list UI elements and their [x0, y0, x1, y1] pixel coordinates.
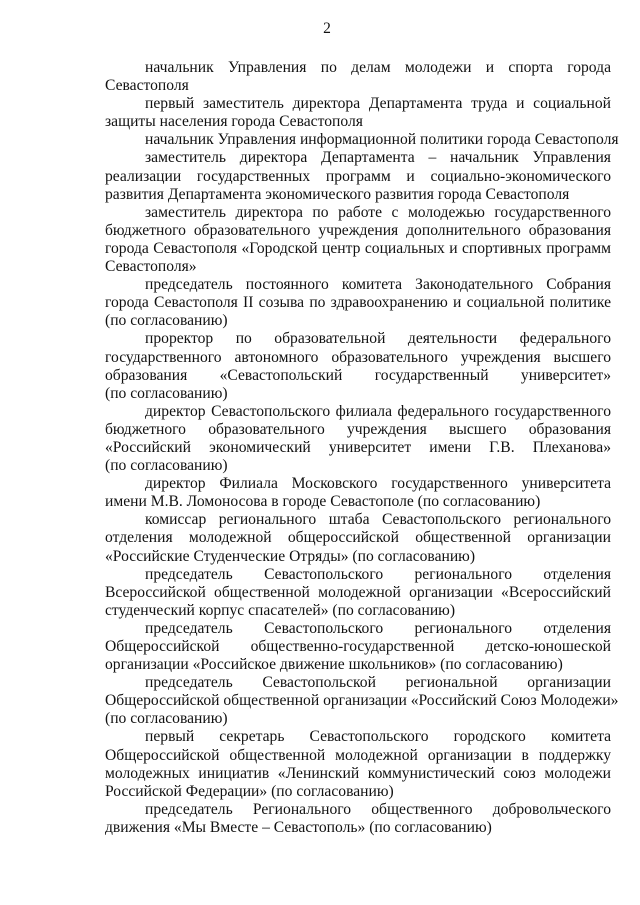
- member-entry: [105, 566, 611, 620]
- member-entry: [105, 131, 619, 149]
- text-line: реализации государственных программ и социально-экономического: [105, 167, 611, 185]
- text-line: заместитель директора Департамента – начальник Управления: [145, 149, 611, 167]
- text-line: имени М.В. Ломоносова в городе Севастополе (по согласованию): [105, 493, 541, 511]
- text-line: студенческий корпус спасателей» (по согласованию): [105, 601, 456, 619]
- text-line: председатель постоянного комитета Законодательного Собрания: [145, 276, 611, 294]
- text-line: начальник Управления по делам молодежи и спорта города: [145, 59, 611, 76]
- text-line: Общероссийской общественной молодежной организации в поддержку: [105, 746, 611, 764]
- text-line: города Севастополя II созыва по здравоохранению и социальной политике: [105, 294, 611, 312]
- member-entry: [105, 59, 611, 95]
- text-line: директор Филиала Московского государственного университета: [145, 475, 611, 493]
- text-line: развития Департамента экономического развития города Севастополя: [105, 185, 570, 203]
- text-line: города Севастополя «Городской центр социальных и спортивных программ: [105, 239, 611, 257]
- member-entry: [105, 403, 611, 475]
- member-entry: [105, 511, 611, 565]
- text-line: образования «Севастопольский государственный университет»: [105, 366, 611, 384]
- document-body: [105, 59, 619, 837]
- text-line: движения «Мы Вместе – Севастополь» (по согласованию): [105, 818, 492, 836]
- member-entry: [105, 674, 619, 728]
- text-line: председатель Севастопольской региональной организации: [145, 674, 611, 692]
- member-entry: [105, 95, 611, 131]
- text-line: председатель Севастопольского регионального отделения: [145, 565, 611, 583]
- text-line: бюджетного образовательного учреждения дополнительного образования: [105, 221, 611, 239]
- text-line: (по согласованию): [105, 384, 228, 402]
- text-line: председатель Севастопольского регионального отделения: [145, 619, 611, 637]
- text-line: директор Севастопольского филиала федерального государственного: [145, 402, 611, 420]
- text-line: начальник Управления информационной политики города Севастополя: [145, 131, 619, 149]
- text-line: государственного автономного образовательного учреждения высшего: [105, 348, 611, 366]
- text-line: председатель Регионального общественного добровольческого: [145, 800, 611, 818]
- member-entry: [105, 204, 611, 276]
- text-line: Российской Федерации» (по согласованию): [105, 782, 394, 800]
- text-line: защиты населения города Севастополя: [105, 113, 363, 131]
- text-line: бюджетного образовательного учреждения высшего образования: [105, 420, 611, 438]
- text-line: отделения молодежной общероссийской общественной организации: [105, 529, 611, 547]
- member-entry: [105, 330, 611, 402]
- text-line: «Российские Студенческие Отряды» (по согласованию): [105, 547, 476, 565]
- text-line: «Российский экономический университет имени Г.В. Плеханова»: [105, 438, 611, 456]
- text-line: первый секретарь Севастопольского городского комитета: [145, 728, 611, 746]
- text-line: заместитель директора по работе с молодежью государственного: [145, 203, 611, 221]
- member-entry: [105, 728, 611, 800]
- text-line: Общероссийской общественной организации «Российский Союз Молодежи»: [105, 692, 619, 710]
- member-entry: [105, 149, 611, 203]
- text-line: Севастополя: [105, 77, 189, 95]
- text-line: молодежных инициатив «Ленинский коммунистический союз молодежи: [105, 764, 611, 782]
- text-line: проректор по образовательной деятельности федерального: [145, 330, 611, 348]
- page-number: 2: [323, 20, 331, 37]
- text-line: (по согласованию): [105, 710, 228, 728]
- text-line: Всероссийской общественной молодежной организации «Всероссийский: [105, 583, 611, 601]
- text-line: организации «Российское движение школьников» (по согласованию): [105, 656, 563, 674]
- member-entry: [105, 620, 611, 674]
- member-entry: [105, 475, 611, 511]
- text-line: (по согласованию): [105, 457, 228, 475]
- text-line: Общероссийской общественно-государственной детско-юношеской: [105, 638, 611, 655]
- member-entry: [105, 801, 611, 837]
- member-entry: [105, 276, 611, 330]
- text-line: (по согласованию): [105, 312, 228, 330]
- text-line: первый заместитель директора Департамента труда и социальной: [145, 95, 611, 113]
- text-line: комиссар регионального штаба Севастопольского регионального: [145, 511, 611, 529]
- text-line: Севастополя»: [105, 258, 197, 276]
